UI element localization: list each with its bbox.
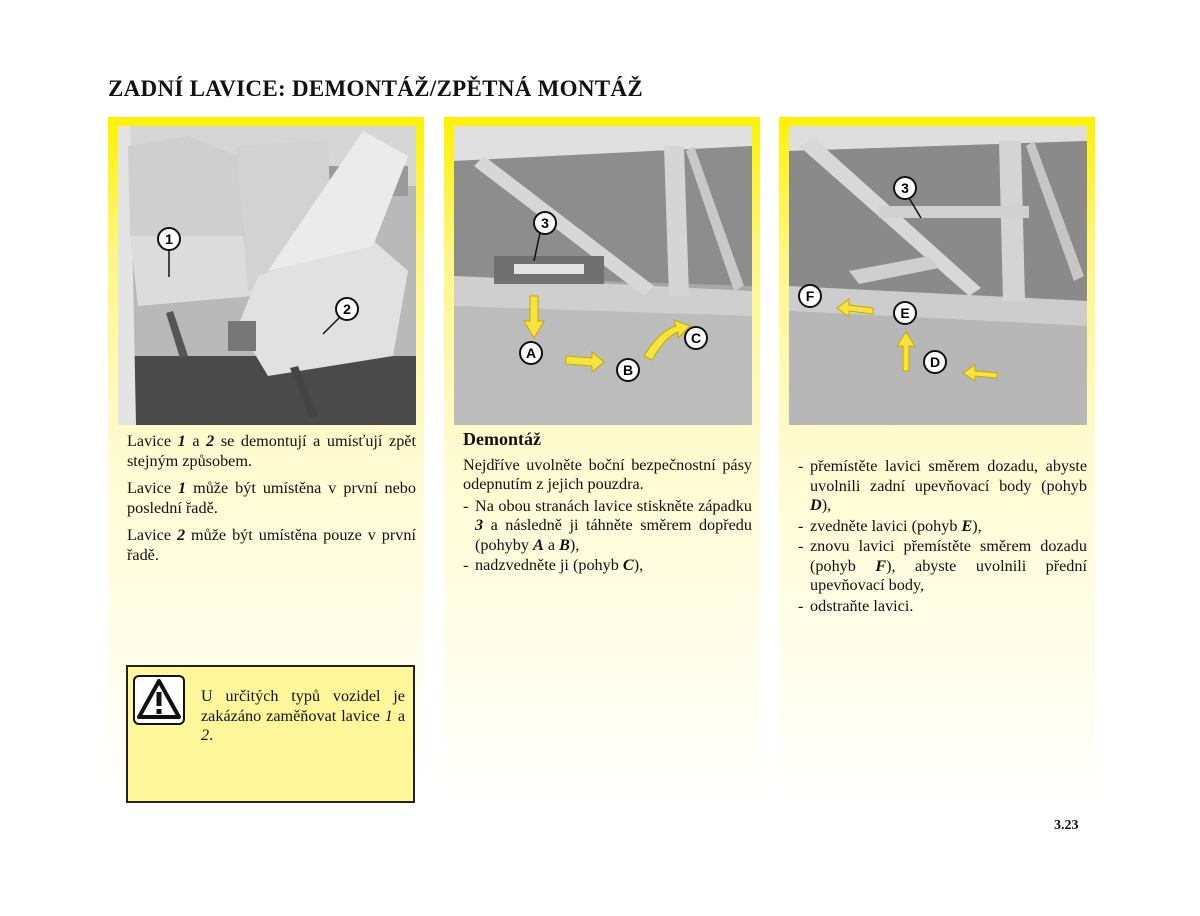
list-item xyxy=(798,537,1087,596)
text-span: Lavice xyxy=(127,479,179,497)
callout-C: C xyxy=(690,330,702,346)
text-span: nadzvedněte ji (pohyb xyxy=(475,556,623,574)
text-span: ), xyxy=(821,496,832,514)
text-span: se demontují a umísťují zpět stejným způsobem. xyxy=(127,432,416,470)
list-item xyxy=(798,457,1087,516)
text-span: zvedněte lavici (pohyb xyxy=(810,516,962,535)
bench-ref-1: 1 xyxy=(177,432,186,450)
intro-paragraph: Nejdříve uvolněte boční bezpečnostní pásy odepnutím z jejich pouzdra. xyxy=(463,455,752,493)
photo-rear-benches xyxy=(118,126,416,425)
ref-C: C xyxy=(622,556,634,574)
page-title: ZADNÍ LAVICE: DEMONTÁŽ/ZPĚTNÁ MONTÁŽ xyxy=(108,76,643,101)
photo-rear-benches-illustration xyxy=(118,126,416,425)
bench-ref-1: 1 xyxy=(178,479,187,497)
callout-1: 1 xyxy=(165,231,173,247)
removal-steps-list-continued xyxy=(798,457,1087,616)
page-number: 3.23 xyxy=(1054,818,1079,833)
text-span: odstraňte lavici. xyxy=(810,596,914,615)
column-3 xyxy=(779,117,1095,807)
bench-ref-2: 2 xyxy=(206,432,215,450)
bench-ref-2: 2 xyxy=(177,526,186,544)
text-span: . xyxy=(209,726,214,744)
list-item xyxy=(463,556,752,576)
column-1 xyxy=(108,117,424,807)
photo-latch-release xyxy=(454,126,752,425)
list-item xyxy=(798,517,1087,537)
photo-bench-lift-illustration xyxy=(789,126,1087,425)
text-span: Na obou stranách lavice stiskněte západku xyxy=(475,496,752,515)
text-span: ), abyste uvolnili přední upevňovací body, xyxy=(810,556,1087,594)
warning-text xyxy=(201,687,405,746)
column-3-text xyxy=(798,457,1087,617)
callout-3: 3 xyxy=(901,180,909,196)
callout-B: B xyxy=(622,362,634,378)
photo-bench-lift xyxy=(789,126,1087,425)
text-span: U určitých typů vozidel je zakázáno zaměňovat lavice xyxy=(201,687,405,725)
text-span: a xyxy=(543,535,560,554)
callout-D: D xyxy=(929,354,941,370)
column-2-text xyxy=(463,430,752,577)
callout-F: F xyxy=(805,288,815,304)
paragraph-bench-2-placement xyxy=(127,526,416,565)
ref-F: F xyxy=(875,556,887,575)
paragraph-bench-1-placement xyxy=(127,479,416,518)
list-item xyxy=(798,597,1087,617)
text-span: a xyxy=(185,432,207,450)
text-span: ), xyxy=(633,556,644,574)
warning-triangle-icon xyxy=(133,675,185,725)
text-span: Lavice xyxy=(127,432,178,450)
callout-2: 2 xyxy=(343,301,351,317)
ref-A: A xyxy=(533,535,544,554)
removal-steps-list xyxy=(463,497,752,576)
photo-latch-release-illustration xyxy=(454,126,752,425)
ref-B: B xyxy=(559,535,570,554)
text-span: ), xyxy=(972,516,982,535)
callout-A: A xyxy=(525,345,537,361)
text-span: přemístěte lavici směrem dozadu, abyste uvolnili zadní upevňovací body (pohyb xyxy=(810,457,1087,495)
callout-E: E xyxy=(900,305,910,321)
ref-3: 3 xyxy=(475,516,484,534)
text-span: může být umístěna pouze v první řadě. xyxy=(127,526,416,564)
warning-box xyxy=(126,665,415,803)
list-item xyxy=(463,497,752,556)
ref-D: D xyxy=(810,496,822,514)
section-heading-demontaz: Demontáž xyxy=(463,429,541,449)
text-span: ), xyxy=(569,535,580,554)
bench-ref-2: 2 xyxy=(201,726,210,744)
bench-ref-1: 1 xyxy=(384,706,393,725)
text-span: znovu lavici přemístěte směrem dozadu (pohyb xyxy=(810,537,1087,575)
callout-3: 3 xyxy=(541,215,549,231)
paragraph-bench-removal xyxy=(127,432,416,471)
ref-E: E xyxy=(961,516,973,535)
text-span: a xyxy=(392,706,405,725)
text-span: a následně ji táhněte směrem dopředu (pohyby xyxy=(475,516,752,554)
text-span: Lavice xyxy=(127,526,177,544)
column-2 xyxy=(444,117,760,807)
text-span: může být umístěna v první nebo poslední řadě. xyxy=(127,479,416,517)
column-1-text xyxy=(127,432,416,573)
